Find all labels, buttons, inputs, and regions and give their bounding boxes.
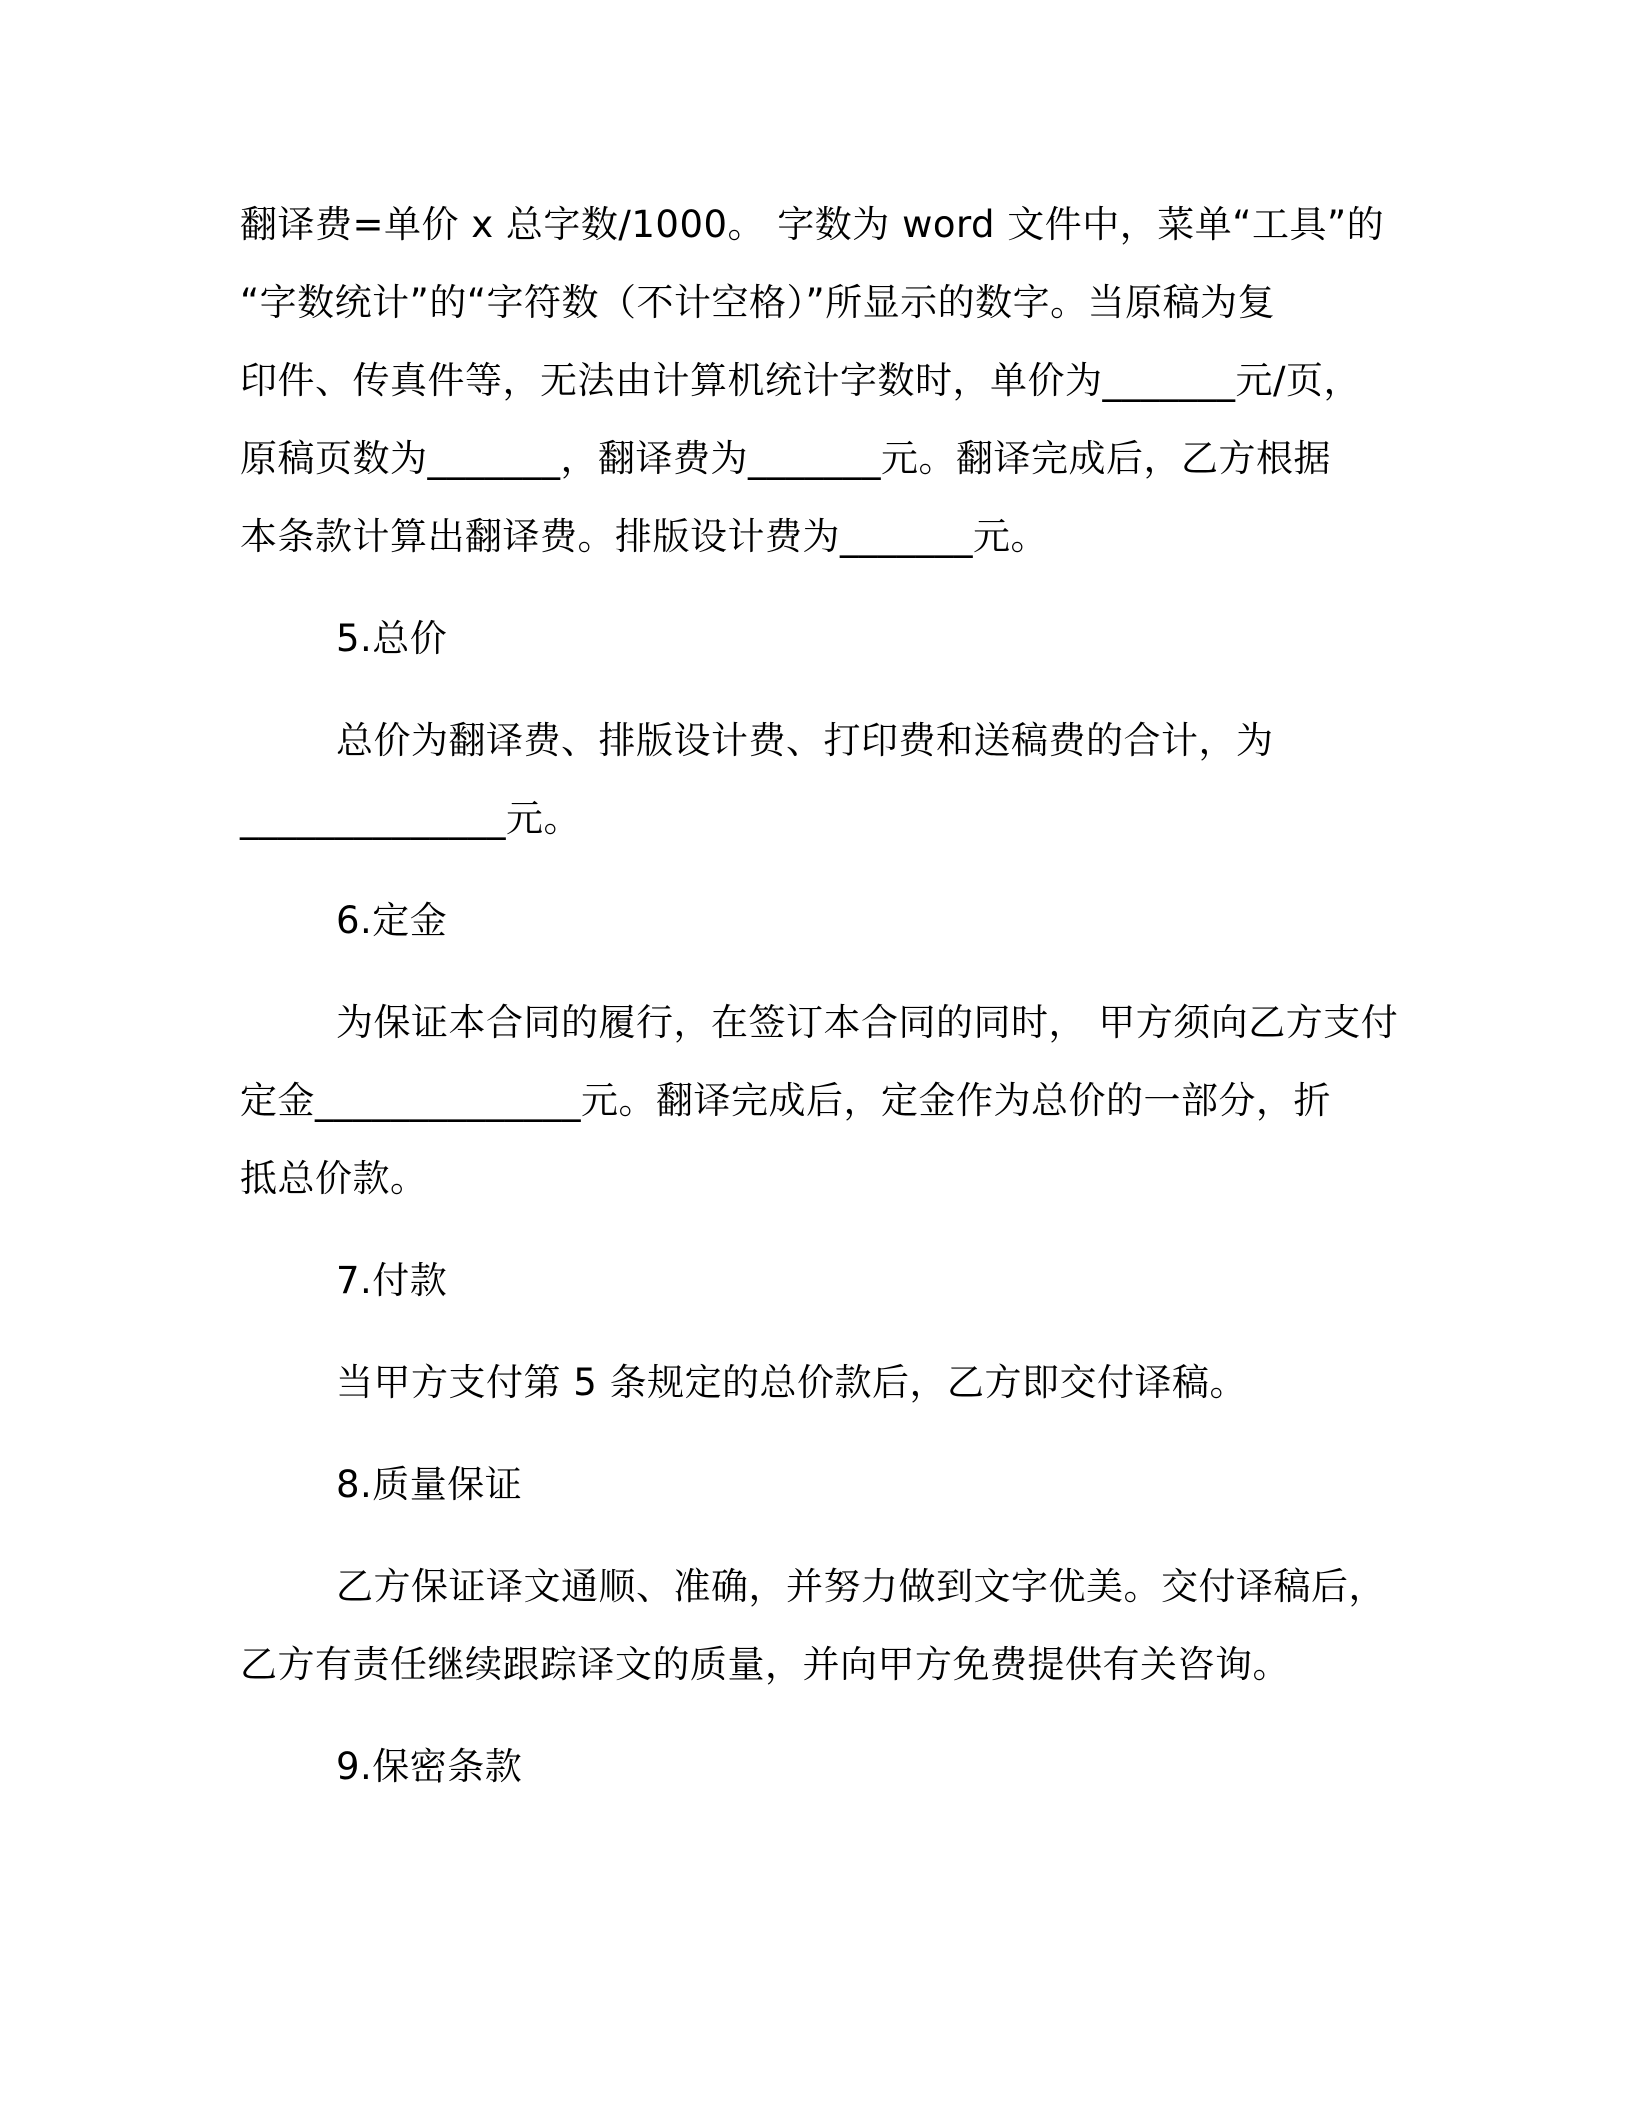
section-heading: 9.保密条款 xyxy=(336,1745,523,1788)
section-heading: 8.质量保证 xyxy=(336,1463,523,1506)
paragraph-payment xyxy=(240,1344,1400,1422)
section-heading: 7.付款 xyxy=(336,1259,448,1302)
text-line: 抵总价款。 xyxy=(240,1157,428,1200)
text-line: 乙方保证译文通顺、准确，并努力做到文字优美。交付译稿后， xyxy=(336,1565,1386,1608)
section-heading-deposit xyxy=(240,882,1400,960)
text-line: 乙方有责任继续跟踪译文的质量，并向甲方免费提供有关咨询。 xyxy=(240,1643,1290,1686)
text-line: ______________元。 xyxy=(240,797,581,840)
paragraph-translation-fee xyxy=(240,186,1400,576)
text-line: 翻译费=单价 x 总字数/1000。 字数为 word 文件中，菜单“工具”的 xyxy=(240,203,1385,246)
paragraph-quality xyxy=(240,1548,1400,1704)
section-heading-quality xyxy=(240,1446,1400,1524)
section-heading-total-price xyxy=(240,600,1400,678)
text-line: 总价为翻译费、排版设计费、打印费和送稿费的合计，为 xyxy=(336,719,1274,762)
text-line: 原稿页数为_______，翻译费为_______元。翻译完成后，乙方根据 xyxy=(240,437,1331,480)
section-heading-confidentiality xyxy=(240,1728,1400,1806)
paragraph-deposit xyxy=(240,984,1400,1218)
text-line: 本条款计算出翻译费。排版设计费为_______元。 xyxy=(240,515,1048,558)
section-heading-payment xyxy=(240,1242,1400,1320)
text-line: “字数统计”的“字符数（不计空格）”所显示的数字。当原稿为复 xyxy=(240,281,1276,324)
paragraph-total-price xyxy=(240,702,1400,858)
section-heading: 5.总价 xyxy=(336,617,448,660)
text-line: 为保证本合同的履行，在签订本合同的同时， 甲方须向乙方支付 xyxy=(336,1001,1399,1044)
section-heading: 6.定金 xyxy=(336,899,448,942)
text-line: 印件、传真件等，无法由计算机统计字数时，单价为_______元/页， xyxy=(240,359,1361,402)
text-line: 定金______________元。翻译完成后，定金作为总价的一部分，折 xyxy=(240,1079,1331,1122)
document-body xyxy=(240,186,1400,1806)
text-line: 当甲方支付第 5 条规定的总价款后，乙方即交付译稿。 xyxy=(336,1361,1248,1404)
